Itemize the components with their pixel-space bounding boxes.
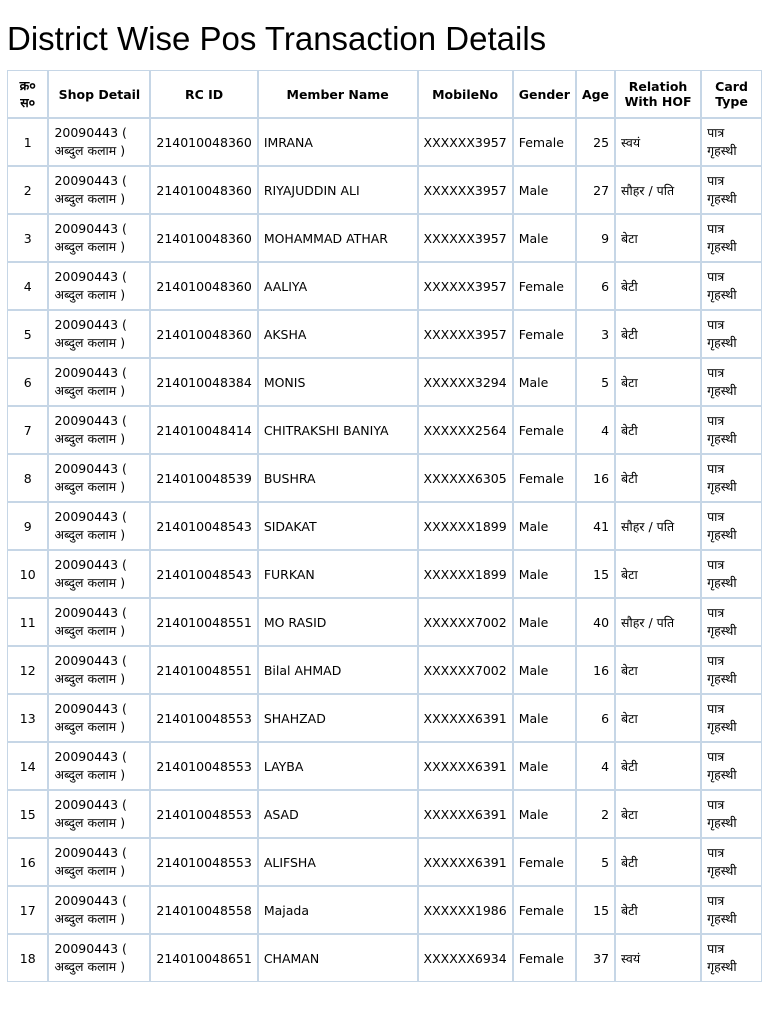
cell-member-name: AALIYA xyxy=(258,262,418,310)
cell-sn: 11 xyxy=(7,598,48,646)
cell-age: 5 xyxy=(576,358,615,406)
shop-code: 20090443 ( xyxy=(54,845,127,860)
cell-rc-id: 214010048539 xyxy=(150,454,257,502)
cell-rc-id: 214010048360 xyxy=(150,118,257,166)
card-type-line1: पात्र xyxy=(707,413,725,428)
cell-rc-id: 214010048558 xyxy=(150,886,257,934)
cell-shop-detail xyxy=(48,118,150,166)
shop-code: 20090443 ( xyxy=(54,461,127,476)
card-type-line2: गृहस्थी xyxy=(707,335,737,350)
cell-age: 15 xyxy=(576,886,615,934)
cell-gender: Female xyxy=(513,454,576,502)
table-row xyxy=(7,934,762,982)
cell-gender: Female xyxy=(513,838,576,886)
shop-code: 20090443 ( xyxy=(54,317,127,332)
card-type-line2: गृहस्थी xyxy=(707,767,737,782)
cell-mobile: XXXXXX1986 xyxy=(418,886,513,934)
cell-sn: 15 xyxy=(7,790,48,838)
cell-sn: 9 xyxy=(7,502,48,550)
table-row xyxy=(7,358,762,406)
cell-rc-id: 214010048553 xyxy=(150,838,257,886)
cell-member-name: LAYBA xyxy=(258,742,418,790)
shop-name: अब्दुल कलाम ) xyxy=(54,911,126,926)
shop-name: अब्दुल कलाम ) xyxy=(54,815,126,830)
header-rc-id: RC ID xyxy=(150,70,257,118)
shop-name: अब्दुल कलाम ) xyxy=(54,623,126,638)
cell-rc-id: 214010048360 xyxy=(150,214,257,262)
cell-shop-detail xyxy=(48,358,150,406)
cell-sn: 18 xyxy=(7,934,48,982)
header-member-name: Member Name xyxy=(258,70,418,118)
shop-code: 20090443 ( xyxy=(54,557,127,572)
cell-rc-id: 214010048553 xyxy=(150,790,257,838)
cell-age: 15 xyxy=(576,550,615,598)
cell-member-name: MOHAMMAD ATHAR xyxy=(258,214,418,262)
header-shop-detail: Shop Detail xyxy=(48,70,150,118)
card-type-line1: पात्र xyxy=(707,557,725,572)
shop-name: अब्दुल कलाम ) xyxy=(54,143,126,158)
cell-sn: 5 xyxy=(7,310,48,358)
cell-gender: Female xyxy=(513,262,576,310)
cell-relation: बेटा xyxy=(615,358,701,406)
cell-gender: Female xyxy=(513,310,576,358)
card-type-line2: गृहस्थी xyxy=(707,575,737,590)
cell-rc-id: 214010048543 xyxy=(150,550,257,598)
cell-card-type xyxy=(701,646,762,694)
cell-gender: Male xyxy=(513,502,576,550)
cell-card-type xyxy=(701,166,762,214)
shop-name: अब्दुल कलाम ) xyxy=(54,671,126,686)
shop-code: 20090443 ( xyxy=(54,797,127,812)
cell-shop-detail xyxy=(48,886,150,934)
cell-sn: 1 xyxy=(7,118,48,166)
header-mobile: MobileNo xyxy=(418,70,513,118)
cell-card-type xyxy=(701,502,762,550)
cell-relation: बेटा xyxy=(615,550,701,598)
cell-relation: बेटी xyxy=(615,310,701,358)
cell-member-name: CHITRAKSHI BANIYA xyxy=(258,406,418,454)
cell-age: 9 xyxy=(576,214,615,262)
card-type-line1: पात्र xyxy=(707,701,725,716)
cell-member-name: MONIS xyxy=(258,358,418,406)
cell-shop-detail xyxy=(48,262,150,310)
cell-mobile: XXXXXX3957 xyxy=(418,214,513,262)
cell-member-name: AKSHA xyxy=(258,310,418,358)
shop-name: अब्दुल कलाम ) xyxy=(54,239,126,254)
table-header-row xyxy=(7,70,762,118)
card-type-line1: पात्र xyxy=(707,125,725,140)
card-type-line2: गृहस्थी xyxy=(707,671,737,686)
cell-gender: Female xyxy=(513,118,576,166)
shop-code: 20090443 ( xyxy=(54,509,127,524)
cell-mobile: XXXXXX2564 xyxy=(418,406,513,454)
cell-sn: 8 xyxy=(7,454,48,502)
cell-rc-id: 214010048360 xyxy=(150,166,257,214)
cell-sn: 3 xyxy=(7,214,48,262)
cell-gender: Male xyxy=(513,790,576,838)
table-row xyxy=(7,838,762,886)
table-row xyxy=(7,598,762,646)
header-age: Age xyxy=(576,70,615,118)
cell-gender: Female xyxy=(513,934,576,982)
header-relation: Relatioh With HOF xyxy=(615,70,701,118)
cell-mobile: XXXXXX3957 xyxy=(418,166,513,214)
cell-member-name: RIYAJUDDIN ALI xyxy=(258,166,418,214)
cell-mobile: XXXXXX7002 xyxy=(418,598,513,646)
shop-name: अब्दुल कलाम ) xyxy=(54,959,126,974)
cell-age: 6 xyxy=(576,694,615,742)
cell-age: 37 xyxy=(576,934,615,982)
shop-name: अब्दुल कलाम ) xyxy=(54,527,126,542)
cell-mobile: XXXXXX3957 xyxy=(418,118,513,166)
cell-relation: सौहर / पति xyxy=(615,166,701,214)
table-row xyxy=(7,262,762,310)
shop-code: 20090443 ( xyxy=(54,125,127,140)
cell-relation: बेटा xyxy=(615,694,701,742)
table-row xyxy=(7,214,762,262)
cell-relation: बेटा xyxy=(615,646,701,694)
cell-member-name: ALIFSHA xyxy=(258,838,418,886)
cell-sn: 16 xyxy=(7,838,48,886)
cell-sn: 6 xyxy=(7,358,48,406)
cell-rc-id: 214010048360 xyxy=(150,262,257,310)
shop-name: अब्दुल कलाम ) xyxy=(54,479,126,494)
card-type-line2: गृहस्थी xyxy=(707,911,737,926)
cell-card-type xyxy=(701,598,762,646)
cell-card-type xyxy=(701,694,762,742)
card-type-line1: पात्र xyxy=(707,221,725,236)
shop-name: अब्दुल कलाम ) xyxy=(54,335,126,350)
shop-name: अब्दुल कलाम ) xyxy=(54,767,126,782)
cell-relation: बेटी xyxy=(615,454,701,502)
cell-age: 3 xyxy=(576,310,615,358)
cell-shop-detail xyxy=(48,694,150,742)
cell-rc-id: 214010048360 xyxy=(150,310,257,358)
cell-sn: 2 xyxy=(7,166,48,214)
cell-relation: बेटी xyxy=(615,886,701,934)
cell-shop-detail xyxy=(48,838,150,886)
shop-code: 20090443 ( xyxy=(54,701,127,716)
cell-rc-id: 214010048651 xyxy=(150,934,257,982)
cell-mobile: XXXXXX6934 xyxy=(418,934,513,982)
cell-rc-id: 214010048553 xyxy=(150,742,257,790)
cell-age: 40 xyxy=(576,598,615,646)
cell-card-type xyxy=(701,310,762,358)
table-row xyxy=(7,166,762,214)
shop-code: 20090443 ( xyxy=(54,605,127,620)
cell-relation: बेटी xyxy=(615,742,701,790)
cell-mobile: XXXXXX7002 xyxy=(418,646,513,694)
cell-mobile: XXXXXX6391 xyxy=(418,790,513,838)
cell-shop-detail xyxy=(48,934,150,982)
cell-member-name: SHAHZAD xyxy=(258,694,418,742)
table-row xyxy=(7,694,762,742)
cell-member-name: BUSHRA xyxy=(258,454,418,502)
cell-card-type xyxy=(701,214,762,262)
shop-code: 20090443 ( xyxy=(54,269,127,284)
cell-mobile: XXXXXX6305 xyxy=(418,454,513,502)
cell-relation: बेटा xyxy=(615,790,701,838)
cell-gender: Male xyxy=(513,694,576,742)
cell-card-type xyxy=(701,886,762,934)
table-row xyxy=(7,502,762,550)
card-type-line2: गृहस्थी xyxy=(707,719,737,734)
cell-age: 27 xyxy=(576,166,615,214)
cell-mobile: XXXXXX6391 xyxy=(418,838,513,886)
card-type-line2: गृहस्थी xyxy=(707,143,737,158)
cell-card-type xyxy=(701,454,762,502)
header-card-type: Card Type xyxy=(701,70,762,118)
cell-member-name: Majada xyxy=(258,886,418,934)
card-type-line2: गृहस्थी xyxy=(707,287,737,302)
cell-rc-id: 214010048551 xyxy=(150,646,257,694)
shop-code: 20090443 ( xyxy=(54,653,127,668)
table-row xyxy=(7,454,762,502)
card-type-line2: गृहस्थी xyxy=(707,815,737,830)
cell-sn: 10 xyxy=(7,550,48,598)
card-type-line2: गृहस्थी xyxy=(707,383,737,398)
shop-name: अब्दुल कलाम ) xyxy=(54,575,126,590)
cell-card-type xyxy=(701,118,762,166)
card-type-line1: पात्र xyxy=(707,317,725,332)
cell-card-type xyxy=(701,358,762,406)
card-type-line1: पात्र xyxy=(707,605,725,620)
cell-shop-detail xyxy=(48,406,150,454)
cell-sn: 12 xyxy=(7,646,48,694)
cell-gender: Male xyxy=(513,742,576,790)
cell-card-type xyxy=(701,838,762,886)
shop-code: 20090443 ( xyxy=(54,941,127,956)
cell-rc-id: 214010048551 xyxy=(150,598,257,646)
card-type-line1: पात्र xyxy=(707,749,725,764)
cell-member-name: Bilal AHMAD xyxy=(258,646,418,694)
cell-mobile: XXXXXX1899 xyxy=(418,502,513,550)
cell-shop-detail xyxy=(48,550,150,598)
cell-member-name: IMRANA xyxy=(258,118,418,166)
shop-name: अब्दुल कलाम ) xyxy=(54,431,126,446)
cell-shop-detail xyxy=(48,310,150,358)
shop-name: अब्दुल कलाम ) xyxy=(54,719,126,734)
cell-card-type xyxy=(701,790,762,838)
table-row xyxy=(7,310,762,358)
cell-sn: 4 xyxy=(7,262,48,310)
cell-gender: Male xyxy=(513,598,576,646)
cell-relation: सौहर / पति xyxy=(615,598,701,646)
cell-shop-detail xyxy=(48,790,150,838)
shop-code: 20090443 ( xyxy=(54,173,127,188)
cell-gender: Male xyxy=(513,646,576,694)
cell-relation: बेटी xyxy=(615,838,701,886)
cell-age: 6 xyxy=(576,262,615,310)
shop-name: अब्दुल कलाम ) xyxy=(54,191,126,206)
cell-age: 25 xyxy=(576,118,615,166)
cell-card-type xyxy=(701,934,762,982)
card-type-line1: पात्र xyxy=(707,269,725,284)
card-type-line1: पात्र xyxy=(707,461,725,476)
cell-gender: Male xyxy=(513,550,576,598)
shop-name: अब्दुल कलाम ) xyxy=(54,287,126,302)
header-sn: क्र० स० xyxy=(7,70,48,118)
cell-age: 4 xyxy=(576,406,615,454)
cell-shop-detail xyxy=(48,502,150,550)
table-row xyxy=(7,646,762,694)
shop-code: 20090443 ( xyxy=(54,413,127,428)
cell-relation: बेटी xyxy=(615,262,701,310)
shop-name: अब्दुल कलाम ) xyxy=(54,383,126,398)
table-row xyxy=(7,550,762,598)
cell-age: 2 xyxy=(576,790,615,838)
cell-age: 16 xyxy=(576,646,615,694)
cell-card-type xyxy=(701,406,762,454)
cell-rc-id: 214010048553 xyxy=(150,694,257,742)
table-row xyxy=(7,886,762,934)
cell-relation: सौहर / पति xyxy=(615,502,701,550)
card-type-line2: गृहस्थी xyxy=(707,479,737,494)
cell-mobile: XXXXXX3957 xyxy=(418,262,513,310)
cell-gender: Male xyxy=(513,166,576,214)
cell-shop-detail xyxy=(48,742,150,790)
card-type-line2: गृहस्थी xyxy=(707,239,737,254)
card-type-line2: गृहस्थी xyxy=(707,863,737,878)
table-body xyxy=(7,118,762,982)
table-row xyxy=(7,406,762,454)
table-row xyxy=(7,118,762,166)
shop-code: 20090443 ( xyxy=(54,365,127,380)
cell-age: 41 xyxy=(576,502,615,550)
card-type-line2: गृहस्थी xyxy=(707,191,737,206)
cell-card-type xyxy=(701,550,762,598)
cell-mobile: XXXXXX3294 xyxy=(418,358,513,406)
card-type-line1: पात्र xyxy=(707,893,725,908)
cell-age: 4 xyxy=(576,742,615,790)
cell-gender: Male xyxy=(513,214,576,262)
cell-age: 5 xyxy=(576,838,615,886)
cell-member-name: SIDAKAT xyxy=(258,502,418,550)
cell-mobile: XXXXXX6391 xyxy=(418,742,513,790)
page-title: District Wise Pos Transaction Details xyxy=(7,20,547,57)
cell-rc-id: 214010048384 xyxy=(150,358,257,406)
cell-card-type xyxy=(701,742,762,790)
cell-gender: Female xyxy=(513,406,576,454)
shop-code: 20090443 ( xyxy=(54,893,127,908)
cell-gender: Male xyxy=(513,358,576,406)
card-type-line1: पात्र xyxy=(707,365,725,380)
card-type-line1: पात्र xyxy=(707,653,725,668)
cell-sn: 13 xyxy=(7,694,48,742)
cell-mobile: XXXXXX1899 xyxy=(418,550,513,598)
cell-rc-id: 214010048414 xyxy=(150,406,257,454)
card-type-line2: गृहस्थी xyxy=(707,623,737,638)
cell-member-name: MO RASID xyxy=(258,598,418,646)
shop-name: अब्दुल कलाम ) xyxy=(54,863,126,878)
shop-code: 20090443 ( xyxy=(54,221,127,236)
card-type-line1: पात्र xyxy=(707,797,725,812)
card-type-line1: पात्र xyxy=(707,509,725,524)
cell-relation: बेटा xyxy=(615,214,701,262)
cell-mobile: XXXXXX3957 xyxy=(418,310,513,358)
cell-shop-detail xyxy=(48,598,150,646)
cell-relation: बेटी xyxy=(615,406,701,454)
cell-member-name: CHAMAN xyxy=(258,934,418,982)
card-type-line1: पात्र xyxy=(707,845,725,860)
card-type-line1: पात्र xyxy=(707,173,725,188)
transaction-table xyxy=(7,70,762,982)
cell-member-name: ASAD xyxy=(258,790,418,838)
cell-mobile: XXXXXX6391 xyxy=(418,694,513,742)
cell-relation: स्वयं xyxy=(615,934,701,982)
card-type-line2: गृहस्थी xyxy=(707,959,737,974)
card-type-line1: पात्र xyxy=(707,941,725,956)
cell-shop-detail xyxy=(48,454,150,502)
table-row xyxy=(7,790,762,838)
cell-sn: 17 xyxy=(7,886,48,934)
shop-code: 20090443 ( xyxy=(54,749,127,764)
header-gender: Gender xyxy=(513,70,576,118)
cell-shop-detail xyxy=(48,646,150,694)
cell-age: 16 xyxy=(576,454,615,502)
cell-card-type xyxy=(701,262,762,310)
cell-sn: 14 xyxy=(7,742,48,790)
cell-sn: 7 xyxy=(7,406,48,454)
cell-member-name: FURKAN xyxy=(258,550,418,598)
cell-relation: स्वयं xyxy=(615,118,701,166)
card-type-line2: गृहस्थी xyxy=(707,431,737,446)
cell-shop-detail xyxy=(48,166,150,214)
card-type-line2: गृहस्थी xyxy=(707,527,737,542)
cell-shop-detail xyxy=(48,214,150,262)
cell-gender: Female xyxy=(513,886,576,934)
cell-rc-id: 214010048543 xyxy=(150,502,257,550)
table-row xyxy=(7,742,762,790)
